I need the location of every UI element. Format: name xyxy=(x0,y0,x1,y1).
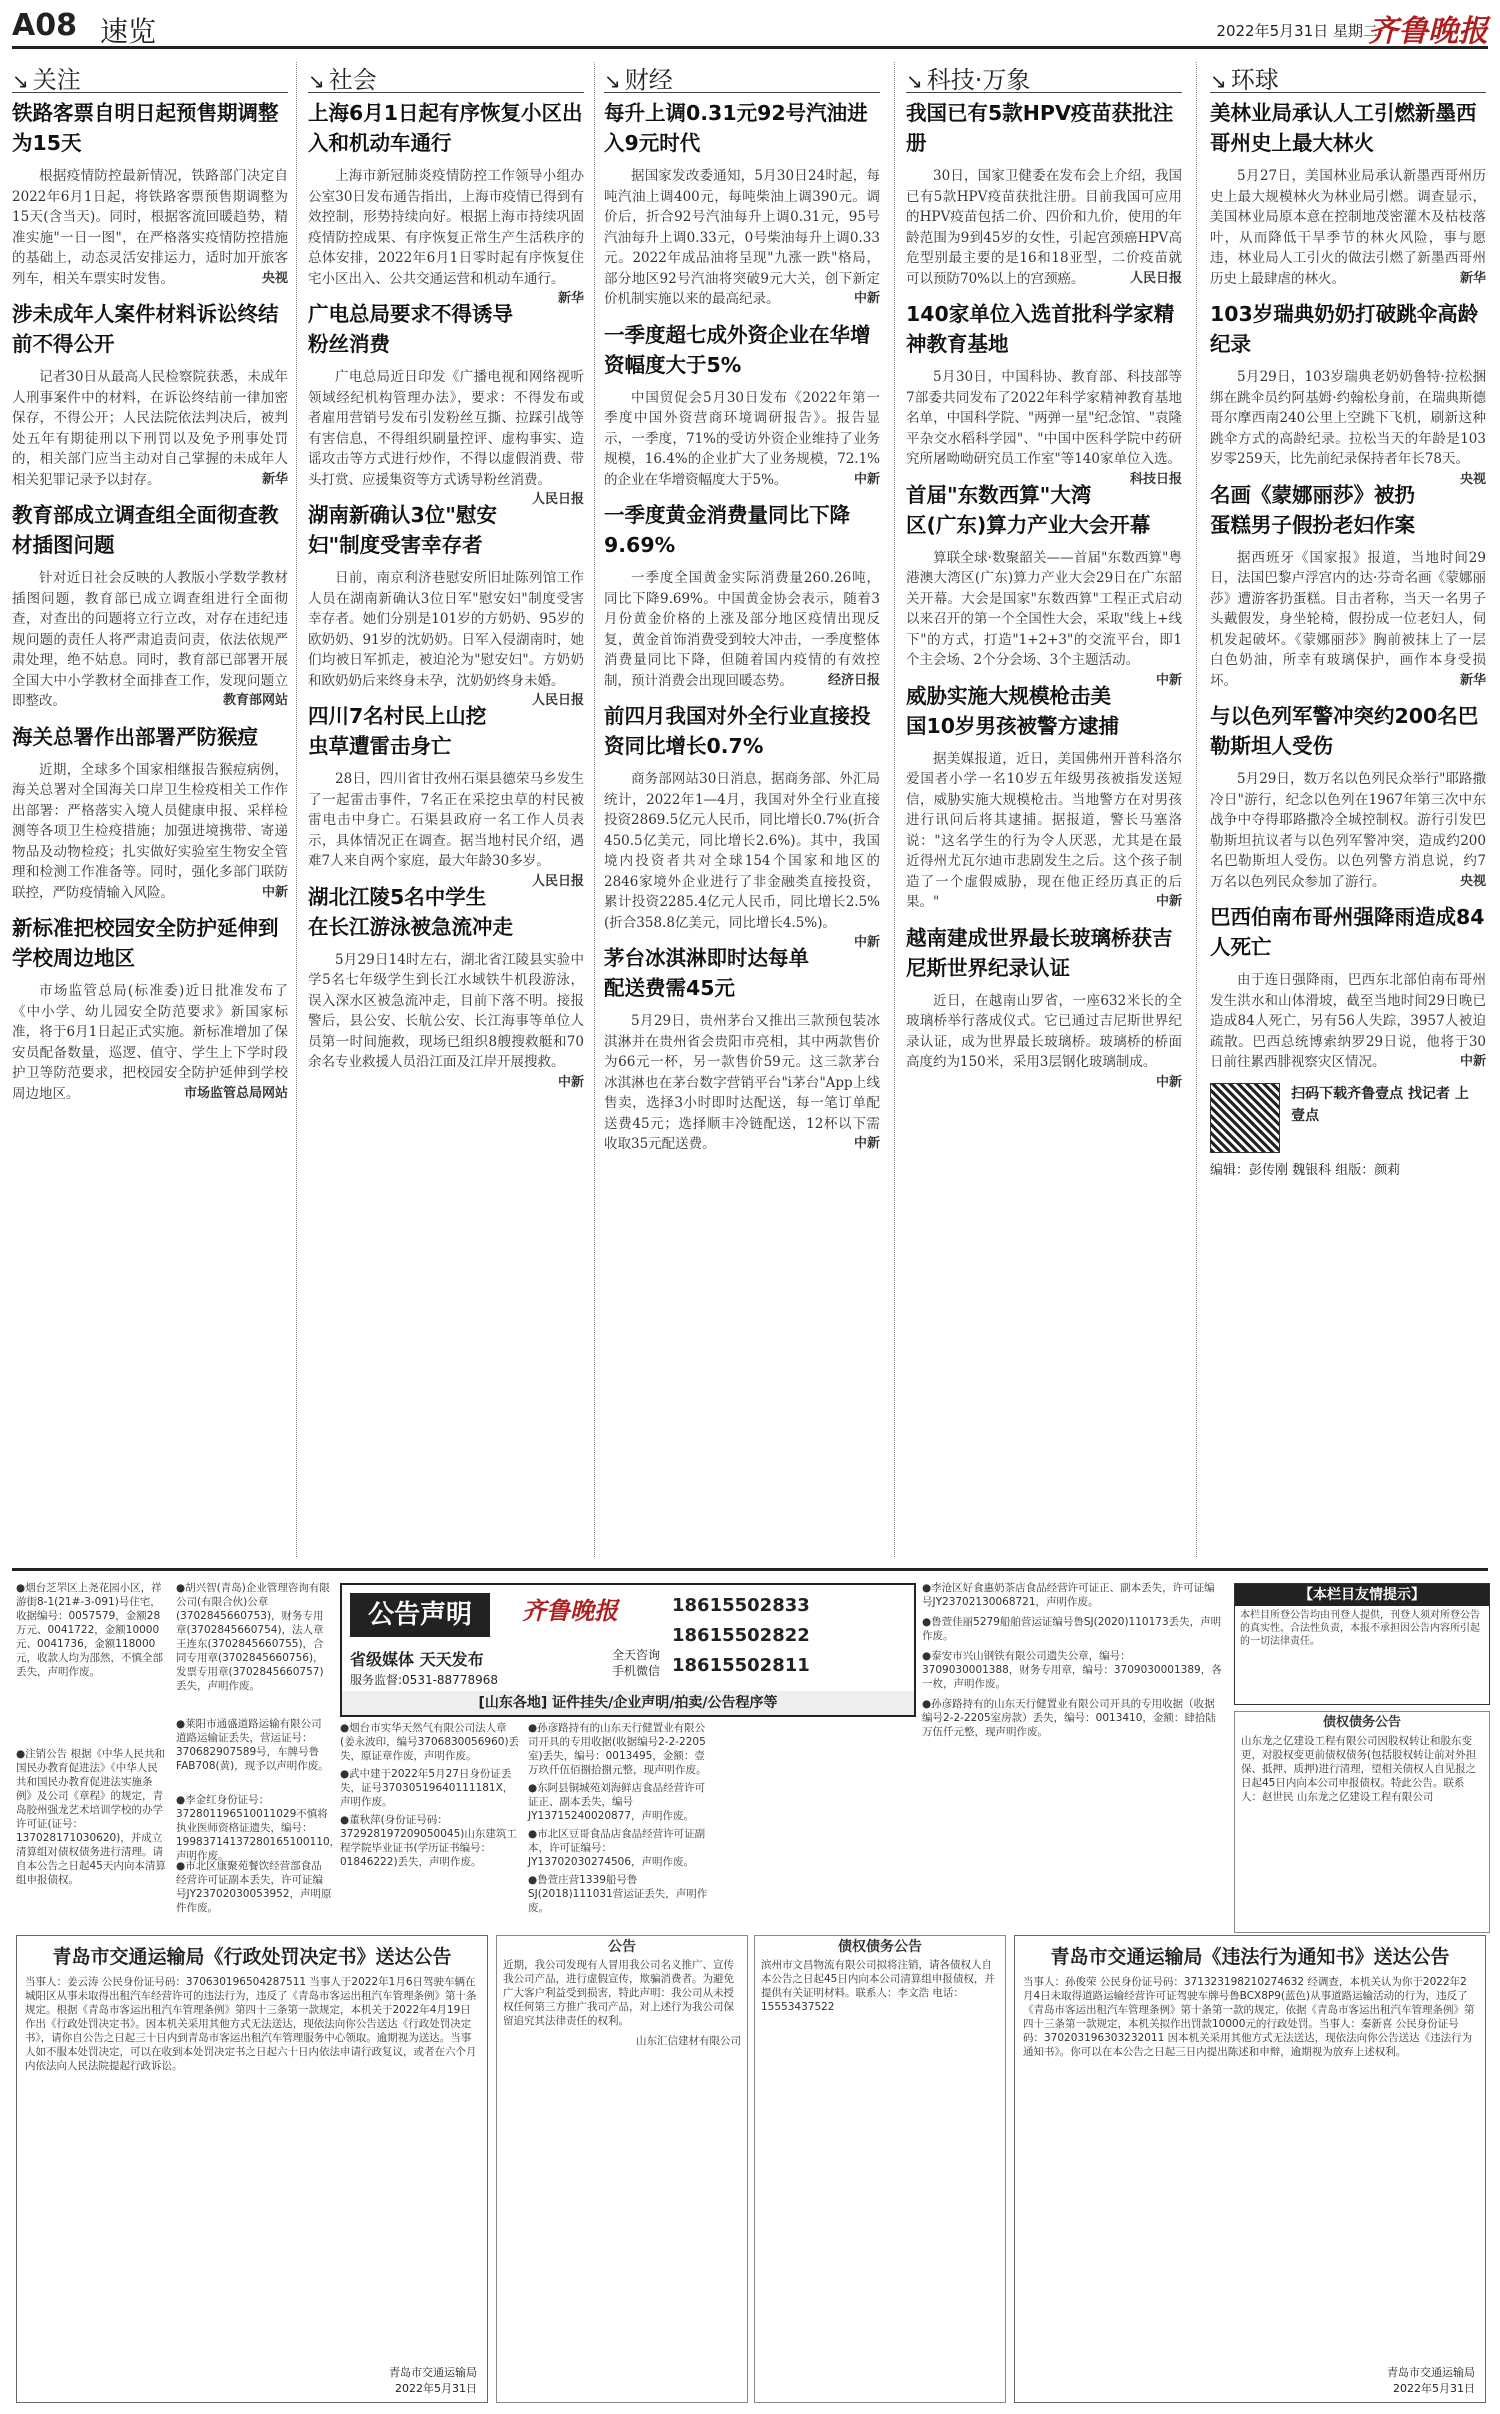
arrow-icon: ↘ xyxy=(12,69,29,93)
notice-phones xyxy=(672,1591,810,1681)
newspaper-logo: 齐鲁晚报 xyxy=(1368,14,1488,49)
arrow-icon: ↘ xyxy=(906,69,923,93)
notice-heading: 青岛市交通运输局《行政处罚决定书》送达公告 xyxy=(52,1946,452,1968)
article: 四川7名村民上山挖虫草遭雷击身亡 28日，四川省甘孜州石渠县德荣马乡发生了一起雷击事件，7名正在采挖虫草的村民被雷电击中身亡。石渠县政府一名工作人员表示，具体情况正在调查。据当地村民介绍，遇难7人来自两个家庭，最大年龄30多岁。 人民日报 xyxy=(308,701,584,872)
article: 103岁瑞典奶奶打破跳伞高龄纪录 5月29日，103岁瑞典老奶奶鲁特·拉松捆绑在跳伞员约阿基姆·约翰松身前，在瑞典斯德哥尔摩西南240公里上空跳下飞机，刷新这种跳伞方式的高龄纪录。拉松当天的年龄是103岁零259天，比先前纪录保持者年长78天。 央视 xyxy=(1210,299,1486,470)
article: 一季度黄金消费量同比下降9.69% 一季度全国黄金实际消费量260.26吨，同比下降9.69%。中国黄金协会表示，随着3月份黄金价格的上涨及部分地区疫情出现反复，黄金首饰消费受到较大冲击，一季度整体消费量同比下降，但随着国内疫情的有效控制，预计消费会出现回暖态势。 经济日报 xyxy=(604,500,880,691)
article-source: 新华 xyxy=(557,291,584,306)
article-source: 市场监管总局网站 xyxy=(183,1085,288,1101)
article-source: 中新 xyxy=(853,1136,880,1151)
column-header-society: ↘ 社会 xyxy=(308,60,584,93)
classified-item: ●注销公告 根据《中华人民共和国民办教育促进法》《中华人民共和国民办教育促进法实施条例》及公司《章程》的规定，青岛胶州强龙艺术培训学校的办学许可证(证号：137028171030620)，并成立清算组对债权债务进行清理。请自本公告之日起45天内向本清算组申报债权。 xyxy=(16,1748,166,1886)
notice-banner xyxy=(340,1583,916,1717)
article: 我国已有5款HPV疫苗获批注册 30日，国家卫健委在发布会上介绍，我国已有5款HPV疫苗获批注册。目前我国可应用的HPV疫苗包括二价、四价和九价，使用的年龄范围为9到45岁的女性，引起宫颈癌HPV高危型别最主要的是16和18亚型，二价疫苗就可以预防70%以上的宫颈癌。 人民日报 xyxy=(906,98,1182,289)
classified-item: ●李金红身份证号：372801196510011029不慎将执业医师资格证遗失，编号：19983714137280165100110，声明作废。 xyxy=(176,1794,341,1862)
article: 名画《蒙娜丽莎》被扔蛋糕男子假扮老妇作案 据西班牙《国家报》报道，当地时间29日，法国巴黎卢浮宫内的达·芬奇名画《蒙娜丽莎》遭游客扔蛋糕。目击者称，当天一名男子头戴假发，身坐轮椅，假扮成一位老妇人，伺机发起破坏。《蒙娜丽莎》胸前被抹上了一层白色奶油，所幸有玻璃保护，画作本身受损坏。 新华 xyxy=(1210,480,1486,692)
article: 涉未成年人案件材料诉讼终结前不得公开 记者30日从最高人民检察院获悉，未成年人刑事案件中的材料，在诉讼终结前一律加密保存，不得公开；人民法院依法判决后，被判处五年有期徒刑以下刑罚以及免予刑事处罚的，相关部门应当主动对自己掌握的未成年人相关犯罪记录予以封存。 新华 xyxy=(12,299,288,490)
article-source: 中新 xyxy=(557,1074,584,1090)
article-source: 中新 xyxy=(853,291,880,306)
article-source: 新华 xyxy=(261,471,288,487)
qr-code-icon[interactable] xyxy=(1210,1083,1280,1153)
phone-number[interactable]: 18615502822 xyxy=(672,1625,810,1646)
article-source: 新华 xyxy=(1459,672,1486,688)
mid-notice: 公告 近期，我公司发现有人冒用我公司名义推广、宣传我公司产品，进行虚假宣传，欺骗消费者。为避免广大客户利益受到损害，特此声明：我公司从未授权任何第三方推广我司产品，对上述行为我公司保留追究其法律责任的权利。 山东汇信建材有限公司 xyxy=(496,1935,748,2403)
article: 广电总局要求不得诱导粉丝消费 广电总局近日印发《广播电视和网络视听领域经纪机构管理办法》，要求：不得发布或者雇用营销号发布引发粉丝互撕、拉踩引战等有害信息，不得组织刷量控评、虚构事实、造谣攻击等方式进行炒作，不得以虚假消费、带头打赏、应援集资等方式诱导粉丝消费。 人民日报 xyxy=(308,299,584,490)
classified-item: ●烟台市实华天然气有限公司法人章(姜永波印，编号3706830056960)丢失，原证章作废，声明作废。 ●武中建于2022年5月27日身份证丢失，证号37030519640111181X，声明作废。 ●董秋萍(身份证号码：372928197209050045)山东建筑工程学院毕业证书(学历证书编号：01846222)丢失，声明作废。 xyxy=(340,1722,520,1868)
article-source: 中新 xyxy=(853,471,880,487)
page-number: A08 xyxy=(12,8,77,43)
qr-caption: 扫码下载齐鲁壹点 找记者 上壹点 xyxy=(1291,1085,1469,1124)
article-source: 人民日报 xyxy=(531,693,584,708)
classified-item: ●胡兴智(青岛)企业管理咨询有限公司(有限合伙)公章(3702845660753)，财务专用章(3702845660754)，法人章王连东(3702845660755)，合同专用章(3702845660756)，发票专用章(3702845660757)丢失，声明作废。 xyxy=(176,1582,330,1692)
article: 海关总署作出部署严防猴痘 近期，全球多个国家相继报告猴痘病例，海关总署对全国海关口岸卫生检疫相关工作作出部署：严格落实入境人员健康申报、采样检测等各项卫生检疫措施；加强进境携带、寄递物品及动物检疫；扎实做好实验室生物安全管理和检测工作准备等。同时，强化多部门联防联控，严防疫情输入风险。 中新 xyxy=(12,722,288,904)
notice-logo: 齐鲁晚报 xyxy=(522,1596,618,1625)
article: 教育部成立调查组全面彻查教材插图问题 针对近日社会反映的人教版小学数学教材插图问题，教育部已成立调查组进行全面彻查，对查出的问题将立行立改，对存在违纪违规问题的责任人将严肃追责问责，依法依规严肃处理，绝不姑息。同时，教育部已部署开展全国大中小学教材全面排查工作，发现问题立即整改。 教育部网站 xyxy=(12,500,288,712)
column-tech xyxy=(906,98,1182,1558)
notice-footer: 青岛市交通运输局 2022年5月31日 xyxy=(389,2366,477,2395)
column-focus xyxy=(12,98,288,1558)
article-source: 新华 xyxy=(1459,270,1486,286)
article: 茅台冰淇淋即时达每单配送费需45元 5月29日，贵州茅台又推出三款预包装冰淇淋并在贵州省会贵阳市亮相，其中两款售价为66元一杯，另一款售价59元。这三款茅台冰淇淋也在茅台数字营销平台"i茅台"App上线售卖，选择3小时即时达配送，每一笔订单配送费45元；选择顺丰冷链配送，12杯以下需收取35元配送费。 中新 xyxy=(604,943,880,1155)
article-source: 人民日报 xyxy=(1129,270,1182,286)
article: 与以色列军警冲突约200名巴勒斯坦人受伤 5月29日，数万名以色列民众举行"耶路撒冷日"游行，纪念以色列在1967年第三次中东战争中夺得耶路撒冷全城控制权。游行引发巴勒斯坦抗议者与以色列军警冲突，造成约200名巴勒斯坦人受伤。以色列警方消息说，约7万名以色列民众参加了游行。 央视 xyxy=(1210,701,1486,892)
classified-item: ●市北区康聚苑餐饮经营部食品经营许可证副本丢失，许可证编号JY23702030053952，声明原件作废。 xyxy=(176,1860,332,1914)
article-source: 人民日报 xyxy=(531,492,584,507)
classified-item: ●莱阳市通盛道路运输有限公司道路运输证丢失，营运证号：370682907589号，车牌号鲁FAB708(黄)，现予以声明作废。 xyxy=(176,1718,329,1772)
article: 湖南新确认3位"慰安妇"制度受害幸存者 日前，南京利济巷慰安所旧址陈列馆工作人员在湖南新确认3位日军"慰安妇"制度受害幸存者。她们分别是101岁的方奶奶、95岁的欧奶奶、91岁的沈奶奶。日军入侵湖南时，她们均被日军抓走，被迫沦为"慰安妇"。方奶奶和欧奶奶后来终身未孕，沈奶奶终身未婚。 人民日报 xyxy=(308,500,584,691)
article: 140家单位入选首批科学家精神教育基地 5月30日，中国科协、教育部、科技部等7部委共同发布了2022年科学家精神教育基地名单，中国科学院、"两弹一星"纪念馆、"袁隆平杂交水稻科学园"、"中国中医科学院中药研究所屠呦呦研究员工作室"等140家单位入选。 科技日报 xyxy=(906,299,1182,470)
notice-tagline: 省级媒体 天天发布 xyxy=(350,1650,484,1669)
article-source: 中新 xyxy=(853,935,880,950)
column-divider xyxy=(894,62,895,1557)
article-source: 央视 xyxy=(1459,873,1486,889)
column-header-finance: ↘ 财经 xyxy=(604,60,880,93)
column-header-focus: ↘ 关注 xyxy=(12,60,288,93)
classified-ads xyxy=(12,1568,1488,2409)
page-header xyxy=(12,6,1488,49)
notice-categories: [山东各地] 证件挂失/企业声明/拍卖/公告程序等 xyxy=(342,1691,914,1715)
column-society xyxy=(308,98,584,1558)
article: 新标准把校园安全防护延伸到学校周边地区 市场监管总局(标准委)近日批准发布了《中小学、幼儿园安全防范要求》新国家标准，将于6月1日起正式实施。新标准增加了保安员配备数量，巡逻、值守、学生上下学时段护卫等防范要求，把校园安全防护延伸到学校周边地区。 市场监管总局网站 xyxy=(12,913,288,1104)
classified-item: ●李沧区好食惠奶茶店食品经营许可证正、副本丢失，许可证编号JY23702130068721，声明作废。 ●鲁萱佳丽5279船舶营运证编号鲁SJ(2020)110173丢失，声明作废。 ●泰安市兴山钢铁有限公司遗失公章，编号：3709030001388，财务专用章，编号：3709030001389，各一枚，声明作废。 ●孙彦路持有的山东天行健置业有限公司开具的专用收据（收据编号2-2-2205室房款）丢失，编号：0013410，金额：肆拾陆万伍仟元整，现声明作废。 xyxy=(922,1582,1222,1738)
article: 上海6月1日起有序恢复小区出入和机动车通行 上海市新冠肺炎疫情防控工作领导小组办公室30日发布通告指出，上海市疫情已得到有效控制，形势持续向好。根据上海市持续巩固疫情防控成果、有序恢复正常生产生活秩序的总体安排，2022年6月1日零时起有序恢复住宅小区出入、公共交通运营和机动车通行。 新华 xyxy=(308,98,584,289)
qr-block xyxy=(1210,1083,1486,1178)
article-source: 人民日报 xyxy=(531,873,584,889)
article: 前四月我国对外全行业直接投资同比增长0.7% 商务部网站30日消息，据商务部、外汇局统计，2022年1—4月，我国对外全行业直接投资2869.5亿元人民币，同比增长0.7%(折合450.5亿美元，同比增长2.6%)。其中，我国境内投资者共对全球154个国家和地区的2846家境外企业进行了非金融类直接投资，累计投资2285.4亿元人民币，同比增长2.5%(折合358.8亿美元，同比增长4.5%)。 中新 xyxy=(604,701,880,933)
notice-channels: 全天咨询 手机微信 xyxy=(612,1648,661,1678)
article: 一季度超七成外资企业在华增资幅度大于5% 中国贸促会5月30日发布《2022年第一季度中国外资营商环境调研报告》。报告显示，一季度，71%的受访外资企业维持了业务规模，16.4%的企业扩大了业务规模，72.1%的企业在华增资幅度大于5%。 中新 xyxy=(604,320,880,491)
notice-footer: 青岛市交通运输局 2022年5月31日 xyxy=(1387,2366,1475,2395)
classified-item: ●烟台芝罘区上尧花园小区，祥游街8-1(21#-3-091)号住宅，收据编号：0057579，金额28万元、0041722，金额10000元、0041736，金额118000元，收款人均为邵然，不慎全部丢失，声明作废。 xyxy=(16,1582,163,1678)
editors-line: 编辑：彭传刚 魏银科 组版：颜莉 xyxy=(1210,1162,1401,1178)
article-source: 中新 xyxy=(261,884,288,900)
article-source: 中新 xyxy=(1155,894,1182,909)
column-divider xyxy=(1196,62,1197,1557)
phone-number[interactable]: 18615502833 xyxy=(672,1595,810,1616)
arrow-icon: ↘ xyxy=(604,69,621,93)
column-header-world: ↘ 环球 xyxy=(1210,60,1486,93)
column-divider xyxy=(594,62,595,1557)
article: 湖北江陵5名中学生在长江游泳被急流冲走 5月29日14时左右，湖北省江陵县实验中学5名七年级学生到长江水域铁牛机段游泳，误入深水区被急流冲走，目前下落不明。接报警后，县公安、长航公安、长江海事等单位人员第一时间施救，现场已组织8艘搜救艇和70余名专业救援人员沿江面及江岸开展搜救。 中新 xyxy=(308,882,584,1073)
column-divider xyxy=(296,62,297,1557)
article: 美林业局承认人工引燃新墨西哥州史上最大林火 5月27日，美国林业局承认新墨西哥州历史上最大规模林火为林业局引燃。调查显示，美国林业局原本意在控制地茂密灌木及枯枝落叶，从而降低干旱季节的林火风险，事与愿违，林业局人工引火的做法引燃了新墨西哥州历史上最肆虐的林火。 新华 xyxy=(1210,98,1486,289)
notice-heading: 青岛市交通运输局《违法行为通知书》送达公告 xyxy=(1050,1946,1450,1968)
arrow-icon: ↘ xyxy=(1210,69,1227,93)
section-title: 速览 xyxy=(100,15,157,48)
article-source: 中新 xyxy=(1459,1054,1486,1069)
penalty-notice-left xyxy=(16,1935,488,2403)
tip-title: 【本栏目友情提示】 xyxy=(1235,1584,1489,1606)
arrow-icon: ↘ xyxy=(308,69,325,93)
debt-notice: 债权债务公告 山东龙之亿建设工程有限公司因股权转让和股东变更，对股权变更前债权债务(包括股权转让前对外担保、抵押、质押)进行清理，望相关债权人自见报之日起45日内向本公司申报债权。特此公告。联系人：赵世民 山东龙之亿建设工程有限公司 xyxy=(1234,1711,1490,1933)
tip-body: 本栏目所登公告均由刊登人提供，刊登人须对所登公告的真实性、合法性负责，本报不承担因公告内容所引起的一切法律责任。 xyxy=(1240,1610,1480,1647)
column-finance xyxy=(604,98,880,1558)
penalty-notice-right xyxy=(1014,1935,1486,2403)
article-source: 科技日报 xyxy=(1129,471,1182,487)
mid-debt-notice: 债权债务公告 滨州市文昌物流有限公司拟将注销，请各债权人自本公告之日起45日内向本公司清算组申报债权，并提供有关证明材料。联系人：李文浩 电话：15553437522 xyxy=(754,1935,1006,2403)
article-source: 经济日报 xyxy=(827,672,880,688)
column-world xyxy=(1210,98,1486,1558)
notice-body: 当事人：姜云涛 公民身份证号码：370630196504287511 当事人于2022年1月6日驾驶车辆在城阳区从事未取得出租汽车经营许可的违法行为，违反了《青岛市客运出租汽车管理条例》第十条规定。根据《青岛市客运出租汽车管理条例》第四十三条第一款规定，本机关于2022年4月19日作出《行政处罚决定书》。因本机关采用其他方式无法送达，现依法向你公告送达《行政处罚决定书》，请你自公告之日起三十日内到青岛市客运出租汽车管理服务中心领取。逾期视为送达。当事人如不服本处罚决定，可以在收到本处罚决定书之日起六十日内依法申请行政复议，或者在六个月内依法向人民法院提起行政诉讼。 xyxy=(25,1976,477,2072)
classified-item: ●孙彦路持有的山东天行健置业有限公司开具的专用收据(收据编号2-2-2205室)丢失，编号：0013495，金额：壹万玖仟伍佰捌拾捌元整，现声明作废。 ●东阿县铜城苑刘海鲜店食品经营许可证正、副本丢失，编号JY13715240020877，声明作废。 ●市北区豆哥食品店食品经营许可证副本，许可证编号：JY13702030274506，声明作废。 ●鲁萱庄营1339船号鲁SJ(2018)111031营运证丢失，声明作废。 xyxy=(528,1722,708,1914)
column-header-tech: ↘ 科技·万象 xyxy=(906,60,1182,93)
issue-date: 2022年5月31日 星期二 xyxy=(1216,22,1378,40)
notice-body: 当事人：孙俊荣 公民身份证号码：371323198210274632 经调查，本机关认为你于2022年2月4日未取得道路运输经营许可证驾驶车牌号鲁BCX8P9(蓝色)从事道路运输活动的行为，违反了《青岛市客运出租汽车管理条例》第十条第一款的规定，依据《青岛市客运出租汽车管理条例》第四十三条第一款规定，本机关拟作出罚款10000元的行政处罚。当事人：秦新喜 公民身份证号码：370203196303232011 因本机关采用其他方式无法送达，现依法向你公告送达《违法行为通知书》。你可以在本公告之日起三日内提出陈述和申辩，逾期视为放弃上述权利。 xyxy=(1023,1976,1475,2058)
notice-title: 公告声明 xyxy=(350,1593,490,1637)
article: 巴西伯南布哥州强降雨造成84人死亡 由于连日强降雨，巴西东北部伯南布哥州发生洪水和山体滑坡，截至当地时间29日晚已造成84人死亡，另有56人失踪，3957人被迫疏散。巴西总统博索纳罗29日说，他将于30日前往累西腓视察灾区情况。 中新 xyxy=(1210,902,1486,1073)
tip-box xyxy=(1234,1583,1490,1705)
article-source: 中新 xyxy=(1155,672,1182,688)
article-source: 央视 xyxy=(1459,471,1486,487)
article: 首届"东数西算"大湾区(广东)算力产业大会开幕 算联全球·数聚韶关——首届"东数西算"粤港澳大湾区(广东)算力产业大会29日在广东韶关开幕。大会是国家"东数西算"工程正式启动以来召开的第一个全国性大会，采取"线上+线下"的方式，打造"1+2+3"的交流平台，即1个主会场、2个分会场、3个主题活动。 中新 xyxy=(906,480,1182,671)
article: 越南建成世界最长玻璃桥获吉尼斯世界纪录认证 近日，在越南山罗省，一座632米长的全玻璃桥举行落成仪式。它已通过吉尼斯世界纪录认证，成为世界最长玻璃桥。玻璃桥的桥面高度约为150米，采用3层钢化玻璃制成。 中新 xyxy=(906,923,1182,1073)
article-source: 教育部网站 xyxy=(222,693,288,708)
article: 威胁实施大规模枪击美国10岁男孩被警方逮捕 据美媒报道，近日，美国佛州开普科洛尔爱国者小学一名10岁五年级男孩被指发送短信，威胁实施大规模枪击。当地警方在对男孩进行讯问后将其逮捕。据报道，警长马塞洛说："这名学生的行为令人厌恶，尤其是在最近得州尤瓦尔迪市悲剧发生之后。这个孩子制造了一个虚假威胁，现在他正经历真正的后果。" 中新 xyxy=(906,681,1182,913)
notice-service: 服务监督:0531-88778968 xyxy=(350,1673,498,1687)
article: 每升上调0.31元92号汽油进入9元时代 据国家发改委通知，5月30日24时起，每吨汽油上调400元，每吨柴油上调390元。调价后，折合92号汽油每升上调0.31元，95号汽油每升上调0.33元，0号柴油每升上调0.33元。2022年成品油将呈现"九涨一跌"格局，部分地区92号汽油将突破9元大关，创下新定价机制实施以来的最高纪录。 中新 xyxy=(604,98,880,310)
phone-number[interactable]: 18615502811 xyxy=(672,1655,810,1676)
article: 铁路客票自明日起预售期调整为15天 根据疫情防控最新情况，铁路部门决定自2022年6月1日起，将铁路客票预售期调整为15天(含当天)。同时，根据客流回暖趋势，精准实施"一日一图"，在严格落实疫情防控措施的基础上，动态灵活安排运力，适时加开旅客列车，相关车票实时发售。 央视 xyxy=(12,98,288,289)
article-source: 中新 xyxy=(1155,1074,1182,1090)
article-source: 央视 xyxy=(261,270,288,286)
